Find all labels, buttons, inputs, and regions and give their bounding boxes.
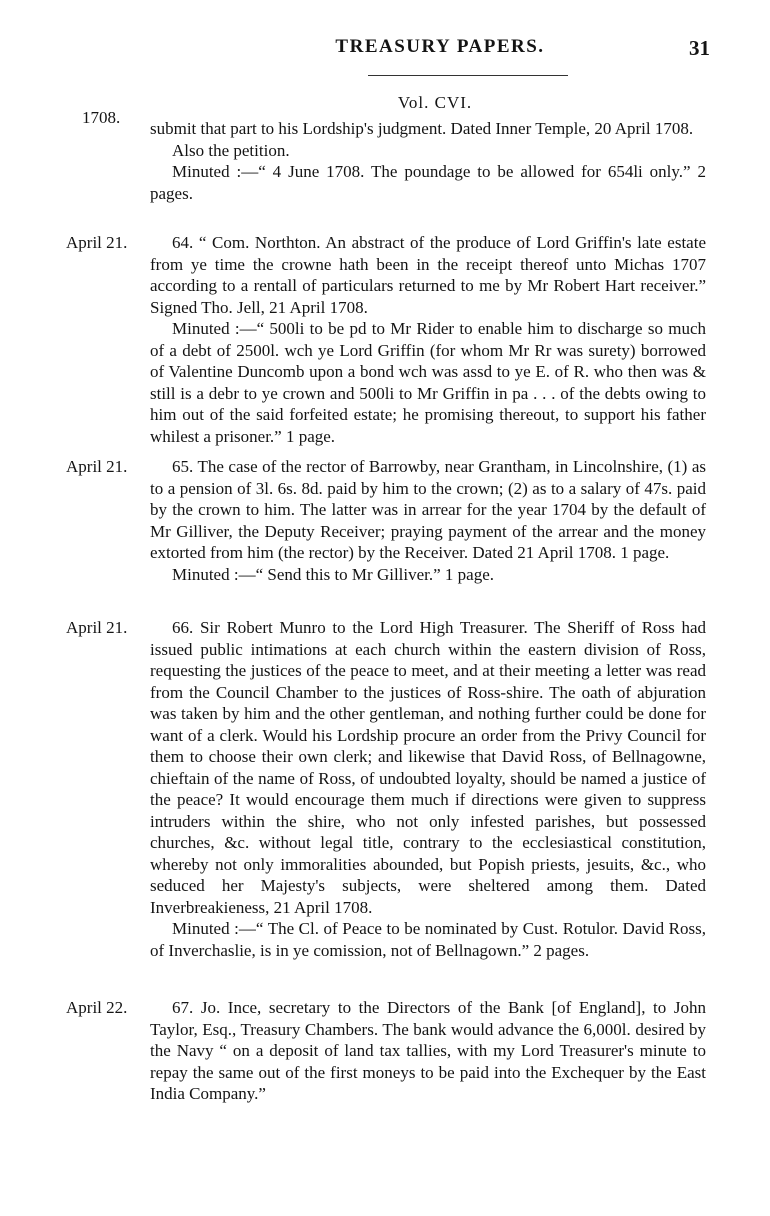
volume-title: Vol. CVI.	[397, 93, 473, 112]
header-rule	[368, 75, 568, 76]
running-title: TREASURY PAPERS.	[335, 36, 545, 57]
entry-paragraph: Also the petition.	[172, 140, 290, 160]
margin-date: April 21.	[66, 457, 128, 476]
entry-paragraph: submit that part to his Lordship's judgment. Dated Inner Temple, 20 April 1708.	[150, 119, 694, 138]
entry-minute: Minuted :—“ 4 June 1708. The poundage to be allowed for 654li only.” 2 pages.	[150, 162, 706, 203]
entry-continuation	[66, 118, 706, 204]
entry-paragraph: 66. Sir Robert Munro to the Lord High Treasurer. The Sheriff of Ross had issued public intimations at each church within the eastern division of Ross, requesting the justices of the peace to meet, and at their meeting a letter was read from the Council Chamber to the justices of Ross-shire. The oath of abjuration was taken by him and the other gentleman, and nothing further could be done for want of a clerk. Would his Lordship procure an order from the Privy Council for them to choose their own clerk; and likewise that David Ross, of Bellnagowne, chieftain of the name of Ross, of undoubted loyalty, should be named a justice of the peace? It would encourage them much if directions were given to suppress intruders within the shire, who not only infested parishes, but possessed churches, &c. without legal title, contrary to the ecclesiastical constitution, whereby not only immoralities abounded, but Popish priests, jesuits, &c., who seduced her Majesty's subjects, were sheltered among them. Dated Inverbreakieness, 21 April 1708.	[150, 618, 706, 917]
margin-date: April 21.	[66, 618, 128, 637]
entry-minute: Minuted :—“ 500li to be pd to Mr Rider to enable him to discharge so much of a debt of 2500l. wch ye Lord Griffin (for whom Mr Rr was surety) borrowed of Valentine Duncomb upon a bond wch was assd to ye E. of R. who then was & still is a debr to ye crown and 500li to Mr Griffin in pa . . . of the debts owing to him out of the said forfeited estate; he promising thereout, to support his father whilest a prisoner.” 1 page.	[150, 319, 706, 446]
entry-minute: Minuted :—“ The Cl. of Peace to be nominated by Cust. Rotulor. David Ross, of Inverchaslie, is in ye comission, not of Bellnagown.” 2 pages.	[150, 919, 706, 960]
entry-67	[66, 997, 706, 1105]
entry-paragraph: 67. Jo. Ince, secretary to the Directors of the Bank [of England], to John Taylor, Esq., Treasury Chambers. The bank would advance the 6,000l. desired by the Navy “ on a deposit of land tax tallies, with my Lord Treasurer's minute to repay the same out of the first moneys to be paid into the Exchequer by the East India Company.”	[150, 998, 706, 1103]
margin-year: 1708.	[82, 108, 121, 127]
entry-paragraph: 64. “ Com. Northton. An abstract of the produce of Lord Griffin's late estate from ye time the crowne hath been in the receipt thereof unto Michas 1707 according to a rentall of particulars returned to me by Mr Robert Hart receiver.” Signed Tho. Jell, 21 April 1708.	[150, 233, 706, 317]
margin-date: April 21.	[66, 233, 128, 252]
entry-66	[66, 617, 706, 961]
entry-65	[66, 456, 706, 585]
entry-paragraph: 65. The case of the rector of Barrowby, near Grantham, in Lincolnshire, (1) as to a pension of 3l. 6s. 8d. paid by him to the crown; (2) as to a salary of 47s. paid by the crown to him. The latter was in arrear for the year 1704 by the default of Mr Gilliver, the Deputy Receiver; praying payment of the arrear and the money extorted from him (the rector) by the Receiver. Dated 21 April 1708. 1 page.	[150, 457, 706, 562]
entry-64	[66, 232, 706, 447]
page-number: 31	[689, 36, 710, 60]
entry-minute: Minuted :—“ Send this to Mr Gilliver.” 1 page.	[172, 564, 495, 584]
margin-date: April 22.	[66, 998, 128, 1017]
